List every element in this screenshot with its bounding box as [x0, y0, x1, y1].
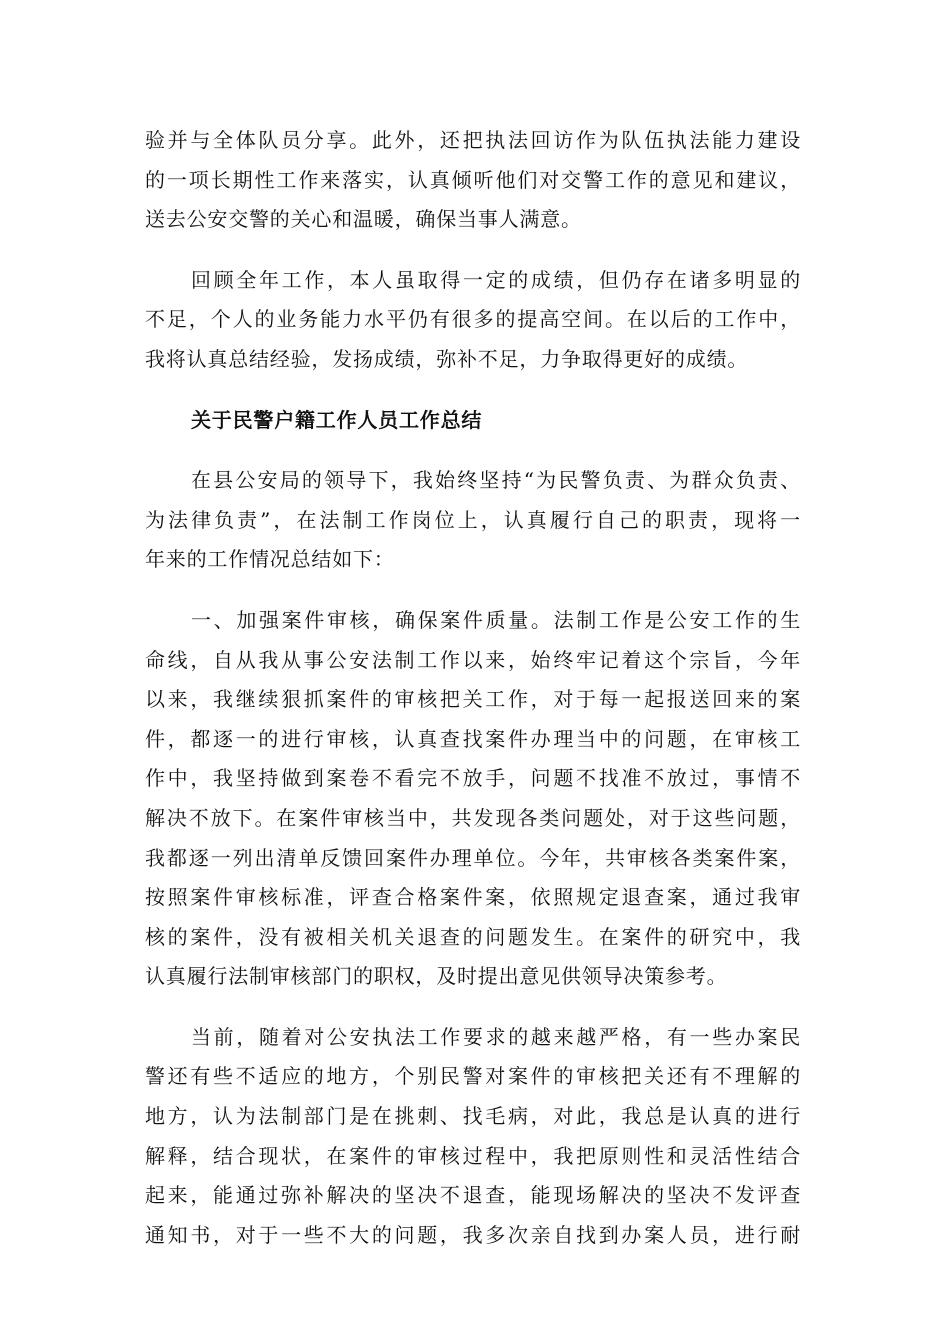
paragraph-line: 警还有些不适应的地方，个别民警对案件的审核把关还有不理解的 — [145, 1064, 801, 1089]
paragraph-line: 核的案件，没有被相关机关退查的问题发生。在案件的研究中，我 — [145, 924, 801, 949]
paragraph-line: 为法律负责”，在法制工作岗位上，认真履行自己的职责，现将一 — [145, 507, 801, 532]
paragraph-line: 命线，自从我从事公安法制工作以来，始终牢记着这个宗旨，今年 — [145, 647, 801, 672]
paragraph-line: 按照案件审核标准，评查合格案件案，依照规定退查案，通过我审 — [145, 885, 801, 910]
paragraph-line: 年来的工作情况总结如下： — [145, 547, 395, 572]
paragraph-5 — [145, 1018, 801, 1256]
paragraph-line: 认真履行法制审核部门的职权，及时提出意见供领导决策参考。 — [145, 964, 728, 989]
paragraph-line: 的一项长期性工作来落实，认真倾听他们对交警工作的意见和建议， — [145, 167, 801, 192]
paragraph-line: 回顾全年工作，本人虽取得一定的成绩，但仍存在诸多明显的 — [191, 267, 801, 292]
paragraph-line: 解释，结合现状，在案件的审核过程中，我把原则性和灵活性结合 — [145, 1143, 801, 1168]
paragraph-line: 我将认真总结经验，发扬成绩，弥补不足，力争取得更好的成绩。 — [145, 346, 749, 371]
paragraph-line: 在县公安局的领导下，我始终坚持“为民警负责、为群众负责、 — [191, 468, 801, 493]
paragraph-line: 送去公安交警的关心和温暖，确保当事人满意。 — [145, 207, 582, 232]
paragraph-2 — [145, 261, 801, 380]
paragraph-line: 地方，认为法制部门是在挑刺、找毛病，对此，我总是认真的进行 — [145, 1104, 801, 1129]
paragraph-4 — [145, 601, 801, 997]
paragraph-3 — [145, 461, 801, 580]
paragraph-line: 以来，我继续狠抓案件的审核把关工作，对于每一起报送回来的案 — [145, 687, 801, 712]
section-heading: 关于民警户籍工作人员工作总结 — [191, 407, 483, 432]
paragraph-line: 通知书，对于一些不大的问题，我多次亲自找到办案人员，进行耐 — [145, 1222, 801, 1247]
paragraph-line: 件，都逐一的进行审核，认真查找案件办理当中的问题，在审核工 — [145, 726, 801, 751]
document-body — [145, 121, 801, 1255]
paragraph-line: 不足，个人的业务能力水平仍有很多的提高空间。在以后的工作中， — [145, 307, 801, 332]
paragraph-line: 验并与全体队员分享。此外，还把执法回访作为队伍执法能力建设 — [145, 128, 801, 152]
paragraph-1 — [145, 121, 801, 240]
paragraph-line: 我都逐一列出清单反馈回案件办理单位。今年，共审核各类案件案， — [145, 845, 801, 870]
paragraph-line: 解决不放下。在案件审核当中，共发现各类问题处，对于这些问题， — [145, 805, 801, 830]
paragraph-line: 当前，随着对公安执法工作要求的越来越严格，有一些办案民 — [191, 1024, 801, 1049]
paragraph-line: 起来，能通过弥补解决的坚决不退查，能现场解决的坚决不发评查 — [145, 1183, 801, 1208]
paragraph-line: 一、加强案件审核，确保案件质量。法制工作是公安工作的生 — [191, 607, 801, 632]
paragraph-line: 作中，我坚持做到案卷不看完不放手，问题不找准不放过，事情不 — [145, 766, 801, 791]
